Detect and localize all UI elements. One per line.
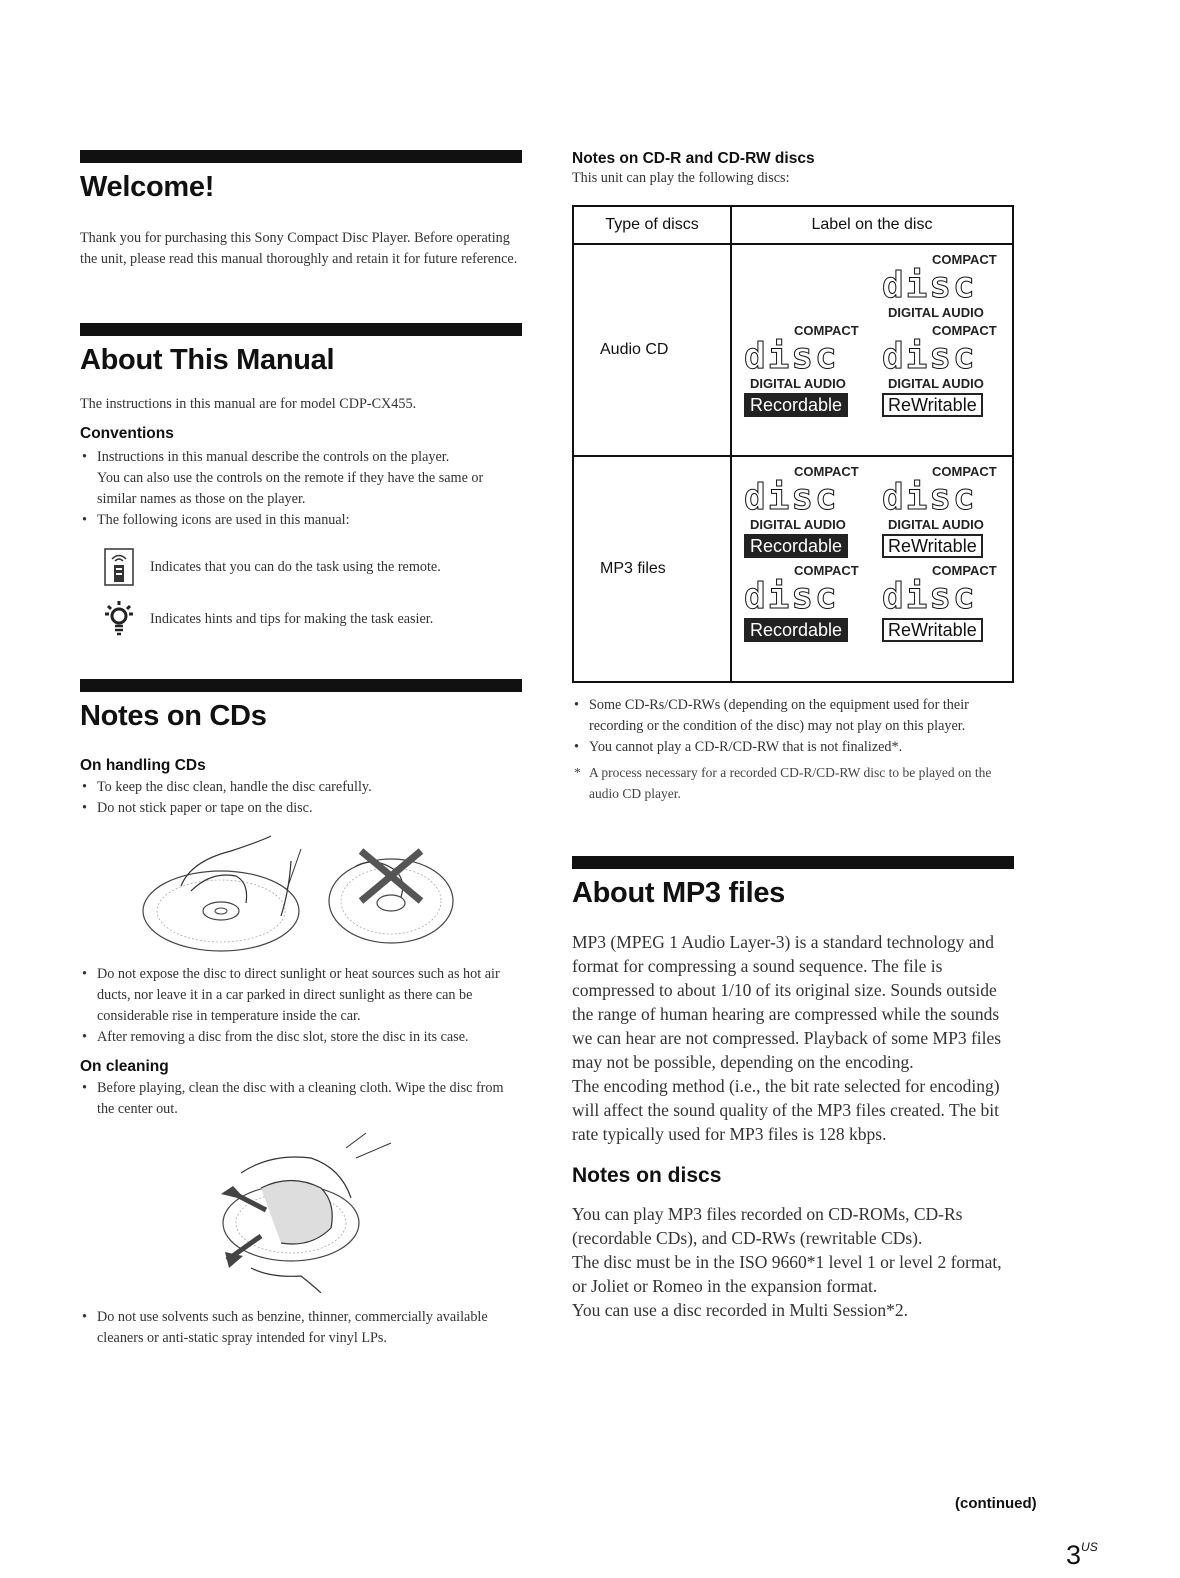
table-cell: Audio CD <box>573 244 731 456</box>
hint-icon-text: Indicates hints and tips for making the task easier. <box>150 610 434 627</box>
mp3-discs-3: You can use a disc recorded in Multi Session*2. <box>572 1300 909 1320</box>
compact-disc-recordable-logo <box>744 465 862 558</box>
disc-types-table <box>572 205 1014 683</box>
list-item <box>80 447 522 510</box>
logo-compact-text: COMPACT <box>932 252 997 267</box>
section-bar <box>80 679 522 692</box>
notes-cds-title: Notes on CDs <box>80 700 267 732</box>
table-cell: MP3 files <box>573 456 731 682</box>
logo-disc-text: disc <box>882 265 977 306</box>
logo-compact-text: COMPACT <box>794 464 859 479</box>
list-item: • Before playing, clean the disc with a cleaning cloth. Wipe the disc from the center out. <box>80 1078 522 1120</box>
notes-discs-heading: Notes on discs <box>572 1164 722 1187</box>
list-item: • Do not expose the disc to direct sunlight or heat sources such as hot air ducts, nor leave it in a car parked in direct sunlight as there can be considerable rise in temperature inside the car. <box>80 964 522 1027</box>
logo-compact-text: COMPACT <box>932 464 997 479</box>
logo-row <box>744 324 1000 417</box>
table-header: Type of discs <box>573 206 731 244</box>
logo-compact-text: COMPACT <box>932 323 997 338</box>
logo-compact-text: COMPACT <box>794 323 859 338</box>
hint-icon-row <box>102 599 522 639</box>
welcome-body: Thank you for purchasing this Sony Compact Disc Player. Before operating the unit, please read this manual thoroughly and retain it for future reference. <box>80 230 518 267</box>
handling-heading: On handling CDs <box>80 757 206 774</box>
section-bar <box>80 150 522 163</box>
mp3-discs-1: You can play MP3 files recorded on CD-ROMs, CD-Rs (recordable CDs), and CD-RWs (rewritable CDs). <box>572 1204 963 1248</box>
logo-disc-text: disc <box>744 336 839 377</box>
logo-digital-audio-text: DIGITAL AUDIO <box>888 305 984 320</box>
table-header-row <box>573 206 1013 244</box>
logo-row <box>744 253 1000 320</box>
about-manual-intro: The instructions in this manual are for model CDP-CX455. <box>80 396 417 412</box>
disc-handling-illustration <box>121 831 481 956</box>
logo-compact-text: COMPACT <box>932 563 997 578</box>
page-number-value: 3 <box>1066 1540 1082 1570</box>
welcome-title: Welcome! <box>80 171 215 203</box>
compact-disc-recordable-logo <box>744 324 862 417</box>
bullet-text: Instructions in this manual describe the controls on the player. <box>97 449 450 465</box>
list-item: • The following icons are used in this manual: <box>80 510 522 531</box>
list-item: • Do not stick paper or tape on the disc. <box>80 798 522 819</box>
compact-disc-rewritable-logo <box>882 465 1000 558</box>
logo-disc-text: disc <box>882 576 977 617</box>
cdr-notes-list <box>572 695 1014 758</box>
cleaning-list <box>80 1078 522 1120</box>
compact-disc-rewritable-logo <box>882 564 1000 642</box>
right-column <box>572 150 1014 1322</box>
logo-recordable-text: Recordable <box>744 618 848 642</box>
page-number-suffix: US <box>1081 1540 1098 1554</box>
audio-cd-logos <box>731 244 1013 456</box>
logo-disc-text: disc <box>744 477 839 518</box>
section-bar <box>572 856 1014 869</box>
table-row <box>573 456 1013 682</box>
left-column <box>80 150 522 1349</box>
conventions-list <box>80 447 522 531</box>
table-row <box>573 244 1013 456</box>
logo-recordable-text: Recordable <box>744 534 848 558</box>
logo-digital-audio-text: DIGITAL AUDIO <box>750 376 846 391</box>
disc-cleaning-illustration <box>191 1128 411 1293</box>
handling-list <box>80 777 522 819</box>
compact-disc-logo <box>882 253 1000 320</box>
mp3-discs-2: The disc must be in the ISO 9660*1 level 1 or level 2 format, or Joliet or Romeo in the expansion format. <box>572 1252 1002 1296</box>
logo-recordable-text: Recordable <box>744 393 848 417</box>
logo-digital-audio-text: DIGITAL AUDIO <box>888 517 984 532</box>
mp3-body-1: MP3 (MPEG 1 Audio Layer-3) is a standard technology and format for compressing a sound sequence. The file is compressed to about 1/10 of its original size. Sounds outside the range of human hearing are compressed while the sounds we can hear are not compressed. Playback of some MP3 files may not be possible, depending on the encoding. <box>572 932 1002 1072</box>
cdr-intro: This unit can play the following discs: <box>572 170 790 186</box>
lightbulb-icon <box>102 599 136 639</box>
remote-icon-row <box>102 547 522 587</box>
cleaning-more-list <box>80 1307 522 1349</box>
list-item: • Some CD-Rs/CD-RWs (depending on the equipment used for their recording or the condition of the disc) may not play on this player. <box>572 695 1014 737</box>
logo-disc-text: disc <box>744 576 839 617</box>
continued-label: (continued) <box>955 1495 1037 1512</box>
logo-rewritable-text: ReWritable <box>882 534 983 558</box>
compact-disc-rewritable-logo <box>882 324 1000 417</box>
mp3-title: About MP3 files <box>572 877 786 909</box>
logo-disc-text: disc <box>882 336 977 377</box>
logo-rewritable-text: ReWritable <box>882 393 983 417</box>
cleaning-heading: On cleaning <box>80 1058 169 1075</box>
remote-icon-text: Indicates that you can do the task using the remote. <box>150 558 441 575</box>
logo-disc-text: disc <box>882 477 977 518</box>
bullet-text-extra: You can also use the controls on the remote if they have the same or similar names as those on the player. <box>97 470 484 507</box>
page-number <box>1066 1540 1098 1571</box>
handling-more-list <box>80 964 522 1048</box>
logo-row <box>744 564 1000 642</box>
mp3-logos <box>731 456 1013 682</box>
about-manual-title: About This Manual <box>80 344 335 376</box>
remote-icon <box>102 547 136 587</box>
table-header: Label on the disc <box>731 206 1013 244</box>
list-item: • You cannot play a CD-R/CD-RW that is not finalized*. <box>572 737 1014 758</box>
list-item: • Do not use solvents such as benzine, thinner, commercially available cleaners or anti-static spray intended for vinyl LPs. <box>80 1307 522 1349</box>
cdr-footnote: * A process necessary for a recorded CD-R/CD-RW disc to be played on the audio CD player. <box>572 762 1014 804</box>
logo-digital-audio-text: DIGITAL AUDIO <box>750 517 846 532</box>
section-bar <box>80 323 522 336</box>
compact-disc-recordable-logo <box>744 564 862 642</box>
logo-row <box>744 465 1000 558</box>
logo-digital-audio-text: DIGITAL AUDIO <box>888 376 984 391</box>
list-item: • To keep the disc clean, handle the disc carefully. <box>80 777 522 798</box>
list-item: • After removing a disc from the disc slot, store the disc in its case. <box>80 1027 522 1048</box>
cdr-heading: Notes on CD-R and CD-RW discs <box>572 150 815 167</box>
mp3-body-2: The encoding method (i.e., the bit rate selected for encoding) will affect the sound quality of the MP3 files created. The bit rate typically used for MP3 files is 128 kbps. <box>572 1076 1000 1144</box>
logo-rewritable-text: ReWritable <box>882 618 983 642</box>
logo-compact-text: COMPACT <box>794 563 859 578</box>
conventions-heading: Conventions <box>80 425 174 442</box>
